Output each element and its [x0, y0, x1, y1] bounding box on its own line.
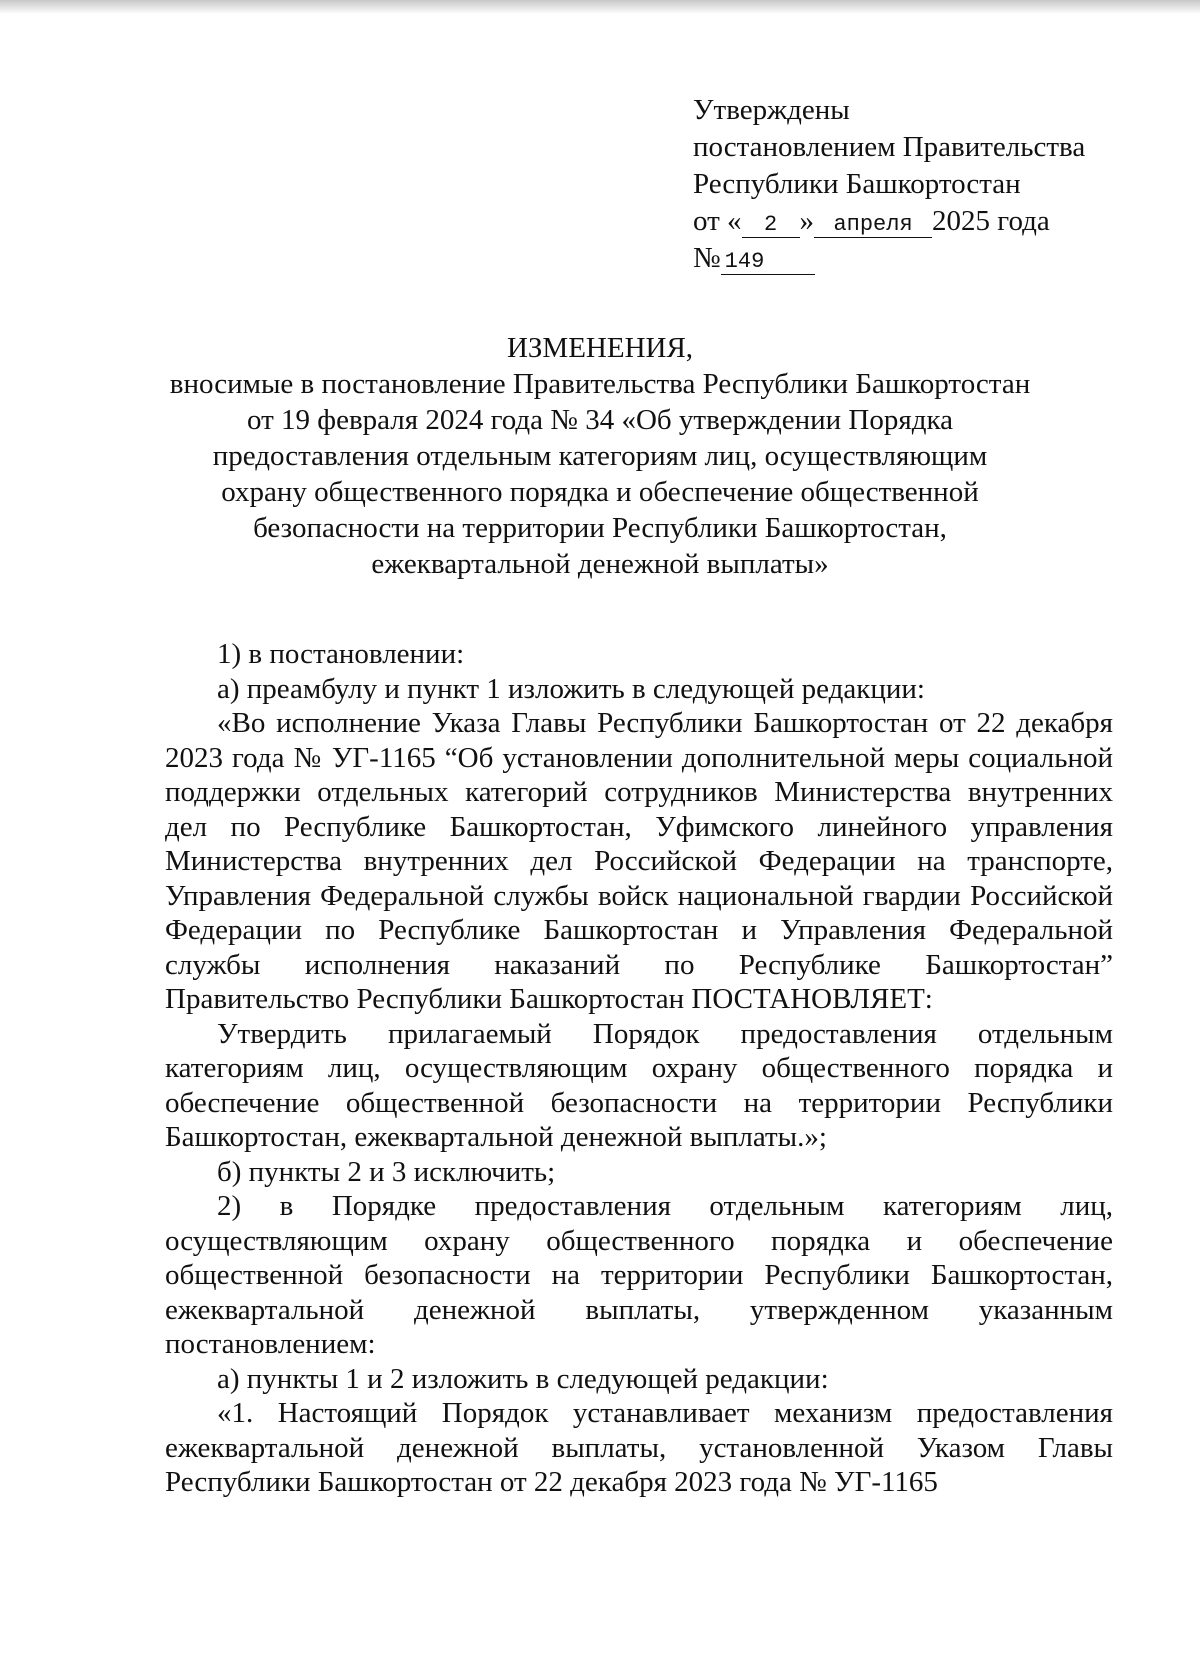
body-paragraph: Утвердить прилагаемый Порядок предоставления отдельным категориям лиц, осуществляющим охрану общественного порядка и обеспечение общественной безопасности на территории Республики Башкортостан, ежеквартальной денежной выплаты.»; [165, 1017, 1113, 1153]
number-prefix: № [693, 242, 721, 274]
title-heading: ИЗМЕНЕНИЯ, [506, 332, 694, 364]
date-month: апреля [814, 213, 932, 238]
approval-line-republic: Республики Башкортостан [693, 168, 1021, 200]
date-day: 2 [742, 213, 800, 238]
title-line: предоставления отдельным категориям лиц, осуществляющим [212, 440, 988, 472]
body-paragraph: а) преамбулу и пункт 1 изложить в следующей редакции: [217, 672, 925, 705]
approval-date-line [693, 203, 1173, 240]
body-paragraph: «1. Настоящий Порядок устанавливает механизм предоставления ежеквартальной денежной выплаты, установленной Указом Главы Республики Башкортостан от 22 декабря 2023 года № УГ-1165 [165, 1397, 1113, 1498]
title-line: ежеквартальной денежной выплаты» [371, 548, 829, 580]
title-line: безопасности на территории Республики Башкортостан, [253, 512, 947, 544]
body-paragraph: а) пункты 1 и 2 изложить в следующей редакции: [217, 1362, 829, 1395]
document-title [150, 330, 1050, 582]
document-body [165, 637, 1113, 1500]
scan-edge-shadow [0, 0, 1200, 14]
approval-number-line [693, 240, 1173, 277]
resolution-number: 149 [721, 250, 815, 275]
approval-stamp-block [693, 92, 1173, 277]
body-paragraph: б) пункты 2 и 3 исключить; [217, 1155, 556, 1188]
date-mid: » [799, 205, 815, 237]
body-paragraph: 2) в Порядке предоставления отдельным категориям лиц, осуществляющим охрану общественного порядка и обеспечение общественной безопасности на территории Республики Башкортостан, ежеквартальной денежной выплаты, утвержденном указанным постановлением: [165, 1190, 1113, 1360]
date-year: 2025 года [932, 205, 1050, 237]
body-paragraph: «Во исполнение Указа Главы Республики Башкортостан от 22 декабря 2023 года № УГ-1165 “Об установлении дополнительной меры социальной поддержки отдельных категорий сотрудников Министерства внутренних дел по Республике Башкортостан, Уфимского линейного управления Министерства внутренних дел Российской Федерации на транспорте, Управления Федеральной службы войск национальной гвардии Российской Федерации по Республике Башкортостан и Управления Федеральной службы исполнения наказаний по Республике Башкортостан” Правительство Республики Башкортостан ПОСТАНОВЛЯЕТ: [165, 707, 1113, 1015]
title-line: вносимые в постановление Правительства Республики Башкортостан [169, 368, 1031, 400]
body-paragraph: 1) в постановлении: [217, 638, 465, 670]
approval-line-approved: Утверждены [693, 94, 850, 126]
date-prefix: от « [693, 205, 742, 237]
title-line: от 19 февраля 2024 года № 34 «Об утверждении Порядка [246, 404, 953, 436]
approval-line-resolution: постановлением Правительства [693, 131, 1086, 163]
title-line: охрану общественного порядка и обеспечение общественной [221, 476, 979, 508]
